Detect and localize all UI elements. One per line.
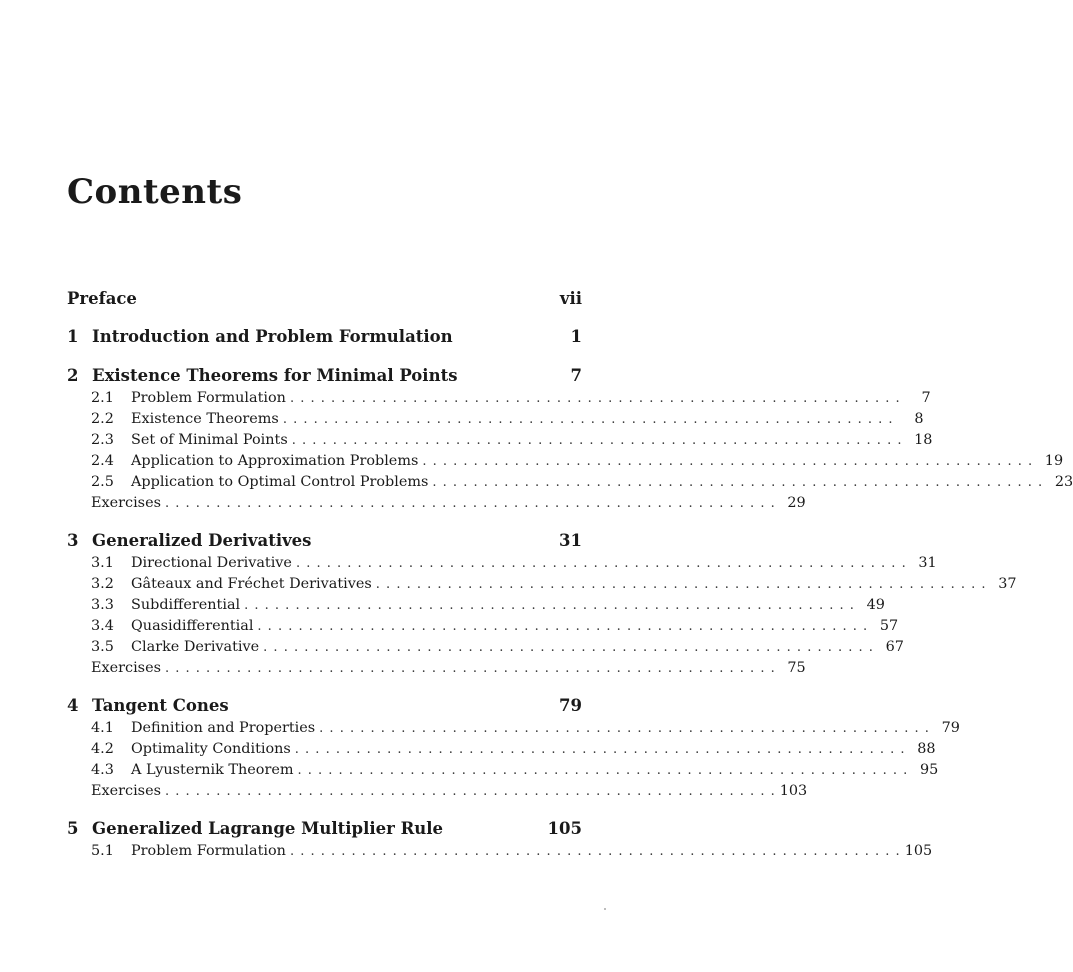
section-page-number: 29	[787, 495, 806, 511]
chapter-number: 3	[67, 531, 79, 550]
section-title: A Lyusternik Theorem	[131, 762, 294, 778]
section-page-number: 79	[941, 720, 960, 736]
section-page-number: 37	[998, 576, 1017, 592]
dot-leader	[422, 451, 1033, 472]
toc-exercises-entry	[67, 658, 806, 679]
chapter-page-number: 79	[559, 696, 582, 715]
toc-section-entry	[67, 451, 1064, 472]
section-title: Exercises	[91, 783, 161, 799]
chapter-number: 5	[67, 819, 79, 838]
section-number: 4.2	[91, 741, 114, 757]
section-title: Clarke Derivative	[131, 639, 260, 655]
section-number: 3.1	[91, 555, 114, 571]
toc-section-entry	[67, 760, 939, 781]
dot-leader	[290, 841, 901, 862]
preface-page-number: vii	[559, 289, 582, 308]
section-number: 3.3	[91, 597, 114, 613]
section-title: Set of Minimal Points	[131, 432, 288, 448]
toc-section-entry	[67, 472, 1073, 493]
section-title: Problem Formulation	[131, 390, 286, 406]
dot-leader	[165, 658, 776, 679]
dot-leader	[296, 553, 907, 574]
section-number: 5.1	[91, 843, 114, 859]
spacer	[67, 679, 582, 694]
dot-leader	[376, 574, 987, 595]
dot-leader	[432, 472, 1043, 493]
chapter-title: Introduction and Problem Formulation	[92, 327, 453, 346]
dot-leader	[292, 430, 903, 451]
spacer	[67, 349, 582, 364]
section-page-number: 103	[779, 783, 808, 799]
page-title: Contents	[67, 172, 243, 212]
section-title: Exercises	[91, 660, 161, 676]
section-title: Existence Theorems	[131, 411, 279, 427]
section-title: Application to Optimal Control Problems	[131, 474, 429, 490]
section-number: 2.4	[91, 453, 114, 469]
chapter-number: 2	[67, 366, 79, 385]
section-title: Definition and Properties	[131, 720, 316, 736]
section-title: Gâteaux and Fréchet Derivatives	[131, 576, 372, 592]
section-page-number: 67	[885, 639, 904, 655]
section-title: Quasidifferential	[131, 618, 254, 634]
toc-section-entry	[67, 637, 904, 658]
chapter-page-number: 31	[559, 531, 582, 550]
chapter-title: Generalized Derivatives	[92, 531, 312, 550]
section-page-number: 31	[918, 555, 937, 571]
toc-preface-entry	[67, 287, 582, 311]
toc-section-entry	[67, 739, 936, 760]
section-page-number: 19	[1044, 453, 1064, 469]
section-number: 3.4	[91, 618, 114, 634]
section-page-number: 18	[914, 432, 933, 448]
chapter-title: Tangent Cones	[92, 696, 229, 715]
dot-leader	[319, 718, 930, 739]
dot-leader	[283, 409, 894, 430]
toc-section-entry	[67, 595, 885, 616]
section-page-number: 7	[921, 390, 931, 406]
section-page-number: 57	[879, 618, 899, 634]
toc-chapter-entry	[67, 364, 582, 388]
dot-leader	[165, 493, 776, 514]
section-page-number: 49	[866, 597, 885, 613]
dot-leader	[244, 595, 855, 616]
scan-speck	[604, 908, 606, 910]
toc-chapter-entry	[67, 694, 582, 718]
section-number: 2.5	[91, 474, 114, 490]
section-number: 3.5	[91, 639, 114, 655]
section-page-number: 105	[904, 843, 933, 859]
section-page-number: 95	[919, 762, 939, 778]
dot-leader	[257, 616, 868, 637]
section-title: Exercises	[91, 495, 161, 511]
toc-section-entry	[67, 841, 933, 862]
spacer	[67, 514, 582, 529]
toc-section-entry	[67, 388, 931, 409]
spacer	[67, 802, 582, 817]
toc-exercises-entry	[67, 493, 806, 514]
section-page-number: 23	[1054, 474, 1073, 490]
section-number: 4.3	[91, 762, 114, 778]
section-title: Problem Formulation	[131, 843, 286, 859]
dot-leader	[263, 637, 874, 658]
toc-section-entry	[67, 718, 960, 739]
chapter-page-number: 7	[570, 366, 582, 385]
table-of-contents	[67, 287, 1073, 862]
section-number: 2.1	[91, 390, 114, 406]
toc-exercises-entry	[67, 781, 808, 802]
section-number: 2.3	[91, 432, 114, 448]
chapter-page-number: 1	[570, 327, 582, 346]
section-page-number: 8	[914, 411, 924, 427]
section-title: Application to Approximation Problems	[131, 453, 419, 469]
section-number: 2.2	[91, 411, 114, 427]
toc-chapter-entry	[67, 817, 582, 841]
chapter-number: 4	[67, 696, 79, 715]
chapter-title: Generalized Lagrange Multiplier Rule	[92, 819, 444, 838]
toc-section-entry	[67, 616, 899, 637]
section-page-number: 88	[917, 741, 936, 757]
toc-section-entry	[67, 574, 1017, 595]
section-number: 4.1	[91, 720, 114, 736]
chapter-title: Existence Theorems for Minimal Points	[92, 366, 458, 385]
toc-chapter-entry	[67, 529, 582, 553]
dot-leader	[295, 739, 906, 760]
chapter-page-number: 105	[547, 819, 582, 838]
spacer	[67, 311, 582, 325]
section-number: 3.2	[91, 576, 114, 592]
toc-section-entry	[67, 409, 924, 430]
toc-chapter-entry	[67, 325, 582, 349]
toc-section-entry	[67, 553, 937, 574]
dot-leader	[290, 388, 901, 409]
section-title: Subdifferential	[131, 597, 241, 613]
dot-leader	[298, 760, 909, 781]
chapter-number: 1	[67, 327, 79, 346]
dot-leader	[165, 781, 776, 802]
section-page-number: 75	[787, 660, 806, 676]
toc-section-entry	[67, 430, 933, 451]
preface-title: Preface	[67, 289, 137, 308]
section-title: Optimality Conditions	[131, 741, 291, 757]
section-title: Directional Derivative	[131, 555, 292, 571]
